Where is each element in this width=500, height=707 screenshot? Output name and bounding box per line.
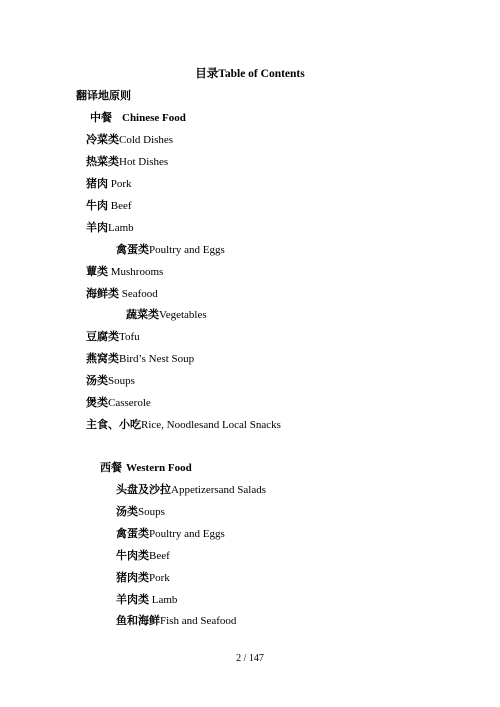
- heading-en: Western Food: [126, 462, 192, 474]
- entry-zh: 牛肉: [86, 199, 108, 212]
- toc-entry-mushrooms: [86, 265, 163, 279]
- heading-en: Chinese Food: [122, 112, 186, 124]
- entry-en: Seafood: [119, 288, 158, 300]
- page-number: 2 / 147: [236, 653, 264, 664]
- toc-entry-cold-dishes: [86, 133, 173, 147]
- toc-entry-western-pork: [116, 571, 170, 585]
- entry-en: Pork: [108, 178, 132, 190]
- entry-zh: 禽蛋类: [116, 243, 149, 256]
- entry-zh: 主食、小吃: [86, 418, 141, 431]
- entry-zh: 头盘及沙拉: [116, 483, 171, 496]
- entry-en: Poultry and Eggs: [149, 244, 225, 256]
- entry-en: Cold Dishes: [119, 134, 174, 146]
- toc-entry-appetizers-salads: [116, 483, 266, 497]
- toc-entry-lamb: [86, 221, 134, 235]
- translation-principle: [76, 89, 131, 103]
- entry-en: Bird’s Nest Soup: [119, 353, 195, 365]
- entry-en: Hot Dishes: [119, 156, 169, 168]
- entry-zh: 猪肉: [86, 177, 108, 190]
- entry-zh: 燕窝类: [86, 352, 119, 365]
- toc-entry-beef: [86, 199, 132, 213]
- entry-en: Lamb: [149, 594, 178, 606]
- entry-zh: 羊肉类: [116, 593, 149, 606]
- entry-en: Lamb: [108, 222, 134, 234]
- entry-zh: 鱼和海鲜: [116, 614, 160, 627]
- entry-zh: 豆腐类: [86, 330, 119, 343]
- chinese-food-heading: [90, 111, 186, 125]
- toc-entry-casserole: [86, 396, 151, 410]
- entry-en: Fish and Seafood: [160, 615, 237, 627]
- entry-en: Mushrooms: [108, 266, 164, 278]
- toc-entry-vegetables: [126, 308, 207, 322]
- toc-title-zh: 目录: [195, 66, 219, 80]
- toc-entry-pork: [86, 177, 132, 191]
- entry-en: Soups: [138, 506, 165, 518]
- entry-zh: 煲类: [86, 396, 108, 409]
- toc-entry-seafood: [86, 287, 158, 301]
- entry-en: Vegetables: [159, 309, 207, 321]
- toc-entry-birds-nest-soup: [86, 352, 194, 366]
- entry-en: Beef: [149, 550, 170, 562]
- entry-en: Pork: [149, 572, 170, 584]
- entry-zh: 海鲜类: [86, 287, 119, 300]
- entry-en: Casserole: [108, 397, 151, 409]
- entry-zh: 蔬菜类: [126, 308, 159, 321]
- entry-zh: 汤类: [86, 374, 108, 387]
- principle-zh: 翻译地原则: [76, 89, 131, 102]
- toc-title-en: Table of Contents: [218, 68, 305, 80]
- heading-zh: 中餐: [90, 111, 112, 124]
- entry-en: Beef: [108, 200, 132, 212]
- entry-zh: 热菜类: [86, 155, 119, 168]
- entry-zh: 牛肉类: [116, 549, 149, 562]
- toc-entry-rice-noodles-snacks: [86, 418, 281, 432]
- entry-en: Poultry and Eggs: [149, 528, 225, 540]
- toc-title: [0, 66, 500, 82]
- toc-entry-western-poultry-eggs: [116, 527, 225, 541]
- toc-entry-western-lamb: [116, 593, 177, 607]
- heading-zh: 西餐: [100, 461, 122, 474]
- toc-entry-poultry-eggs: [116, 243, 225, 257]
- entry-zh: 猪肉类: [116, 571, 149, 584]
- western-food-heading: [100, 461, 192, 475]
- entry-zh: 蕈类: [86, 265, 108, 278]
- toc-entry-western-beef: [116, 549, 170, 563]
- toc-entry-tofu: [86, 330, 140, 344]
- toc-entry-fish-seafood: [116, 614, 236, 628]
- entry-zh: 禽蛋类: [116, 527, 149, 540]
- toc-entry-soups: [86, 374, 135, 388]
- entry-en: Soups: [108, 375, 135, 387]
- toc-entry-hot-dishes: [86, 155, 168, 169]
- entry-en: Tofu: [119, 331, 140, 343]
- entry-zh: 羊肉: [86, 221, 108, 234]
- entry-zh: 冷菜类: [86, 133, 119, 146]
- toc-entry-western-soups: [116, 505, 165, 519]
- entry-en: Appetizersand Salads: [171, 484, 266, 496]
- entry-en: Rice, Noodlesand Local Snacks: [141, 419, 281, 431]
- entry-zh: 汤类: [116, 505, 138, 518]
